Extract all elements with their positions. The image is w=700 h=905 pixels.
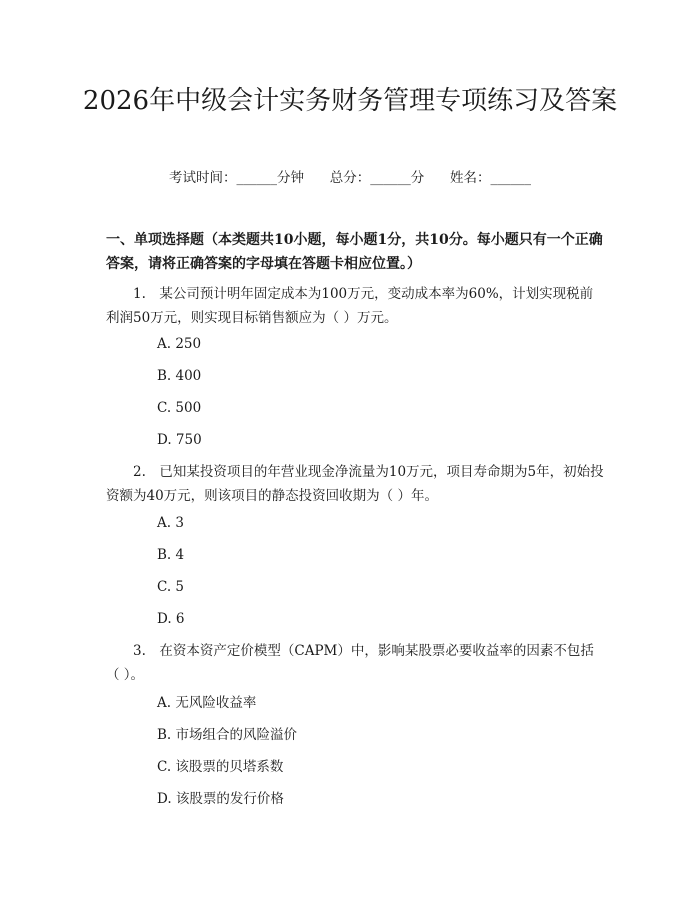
exam-meta-line: 考试时间：______分钟 总分：______分 姓名：______	[169, 170, 531, 186]
document-title: 2026年中级会计实务财务管理专项练习及答案	[82, 86, 618, 116]
question-3-option-a: A. 无风险收益率	[157, 695, 257, 711]
question-1-option-a: A. 250	[157, 336, 202, 352]
question-3-option-d: D. 该股票的发行价格	[157, 791, 284, 807]
question-1-option-c: C. 500	[157, 400, 202, 416]
question-2-option-a: A. 3	[157, 515, 184, 531]
question-1-option-b: B. 400	[157, 368, 202, 384]
question-2-option-b: B. 4	[157, 547, 185, 563]
question-2: 2. 已知某投资项目的年营业现金净流量为10万元，项目寿命期为5年，初始投资额为40万元，则该项目的静态投资回收期为（ ）年。	[106, 464, 604, 504]
question-2-option-c: C. 5	[157, 579, 185, 595]
question-3: 3. 在资本资产定价模型（CAPM）中，影响某股票必要收益率的因素不包括（ ）。	[106, 643, 594, 683]
question-1-option-d: D. 750	[157, 432, 202, 448]
question-3-option-c: C. 该股票的贝塔系数	[157, 759, 284, 775]
question-1: 1. 某公司预计明年固定成本为100万元，变动成本率为60%，计划实现税前利润50万元，则实现目标销售额应为（ ）万元。	[106, 286, 594, 326]
question-2-option-d: D. 6	[157, 611, 185, 627]
question-3-option-b: B. 市场组合的风险溢价	[157, 727, 298, 743]
section-heading: 一、单项选择题（本类题共10小题，每小题1分，共10分。每小题只有一个正确答案，请将正确答案的字母填在答题卡相应位置。）	[106, 232, 603, 272]
